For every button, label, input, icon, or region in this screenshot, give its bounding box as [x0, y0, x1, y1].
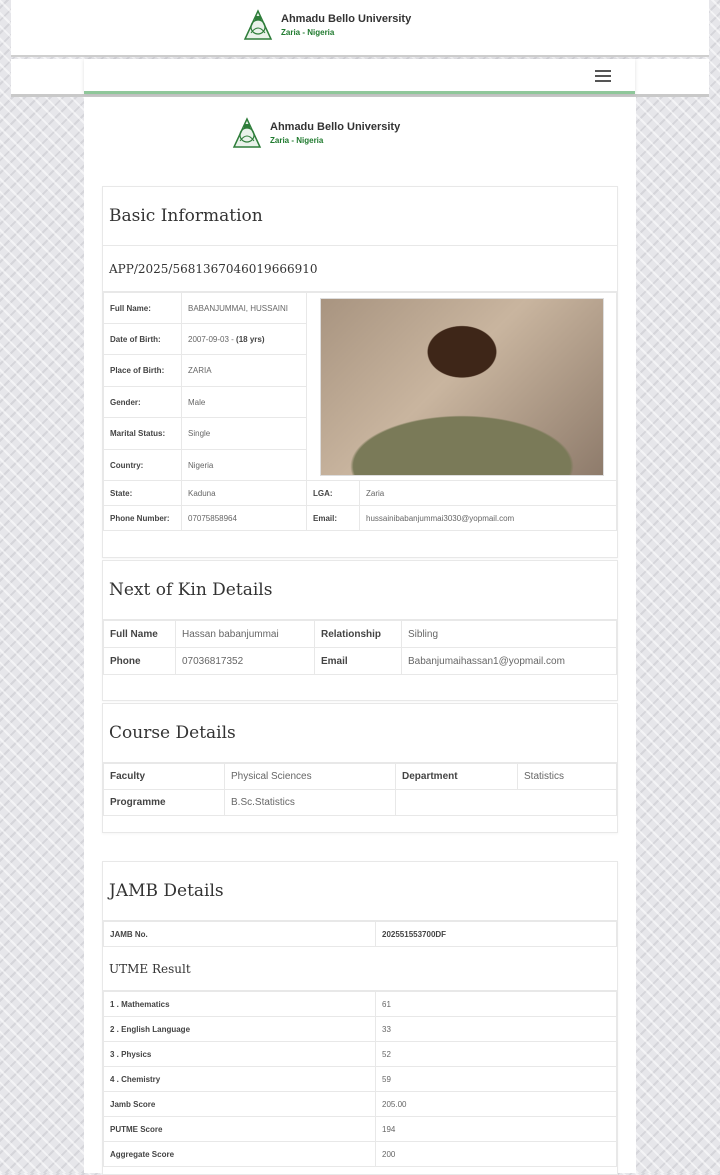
- kin-full-name-value: Hassan babanjummai: [176, 621, 315, 648]
- university-name: Ahmadu Bello University: [281, 13, 412, 25]
- kin-full-name-label: Full Name: [104, 621, 176, 648]
- passport-photo-cell: [307, 293, 617, 481]
- faculty-label: Faculty: [104, 764, 225, 790]
- marital-status-label: Marital Status:: [104, 418, 182, 450]
- kin-email-value: Babanjumaihassan1@yopmail.com: [402, 648, 617, 675]
- utme-subject-score: 61: [376, 992, 617, 1017]
- utme-subject-score: 33: [376, 1017, 617, 1042]
- full-name-label: Full Name:: [104, 293, 182, 324]
- department-label: Department: [396, 764, 518, 790]
- utme-subject-score: 205.00: [376, 1092, 617, 1117]
- age-value: (18 yrs): [236, 334, 265, 344]
- utme-subject-label: 2 . English Language: [104, 1017, 376, 1042]
- kin-relationship-value: Sibling: [402, 621, 617, 648]
- kin-relationship-label: Relationship: [315, 621, 402, 648]
- university-crest-icon: [241, 9, 275, 43]
- gender-value: Male: [182, 387, 307, 418]
- utme-result-row: [104, 992, 617, 1017]
- department-value: Statistics: [518, 764, 617, 790]
- utme-subject-score: 200: [376, 1142, 617, 1167]
- content-logo: [230, 117, 400, 151]
- next-of-kin-panel: [102, 560, 618, 701]
- basic-information-title: Basic Information: [103, 187, 617, 246]
- jamb-details-panel: [102, 861, 618, 1175]
- basic-info-table: [103, 292, 617, 531]
- utme-subject-label: PUTME Score: [104, 1117, 376, 1142]
- jamb-no-label: JAMB No.: [104, 922, 376, 947]
- email-label: Email:: [307, 506, 360, 531]
- kin-phone-value: 07036817352: [176, 648, 315, 675]
- utme-result-row: [104, 1142, 617, 1167]
- gender-label: Gender:: [104, 387, 182, 418]
- utme-subject-label: 3 . Physics: [104, 1042, 376, 1067]
- utme-subject-score: 52: [376, 1042, 617, 1067]
- main-content: [84, 97, 636, 1173]
- utme-result-row: [104, 1042, 617, 1067]
- university-name: Ahmadu Bello University: [270, 121, 401, 133]
- utme-subject-score: 194: [376, 1117, 617, 1142]
- phone-label: Phone Number:: [104, 506, 182, 531]
- jamb-no-value: 202551553700DF: [376, 922, 617, 947]
- university-logo[interactable]: [241, 9, 411, 43]
- nav-bar: [11, 59, 709, 97]
- utme-result-row: [104, 1017, 617, 1042]
- utme-result-row: [104, 1092, 617, 1117]
- pob-label: Place of Birth:: [104, 355, 182, 387]
- passport-photo: [320, 298, 604, 476]
- course-details-table: [103, 763, 617, 816]
- marital-status-value: Single: [182, 418, 307, 450]
- utme-subject-label: Jamb Score: [104, 1092, 376, 1117]
- basic-information-panel: [102, 186, 618, 558]
- university-crest-icon: [230, 117, 264, 151]
- utme-subject-score: 59: [376, 1067, 617, 1092]
- next-of-kin-title: Next of Kin Details: [103, 561, 617, 620]
- lga-label: LGA:: [307, 481, 360, 506]
- country-value: Nigeria: [182, 450, 307, 481]
- nav-inner: [84, 59, 635, 94]
- utme-subject-label: 1 . Mathematics: [104, 992, 376, 1017]
- state-value: Kaduna: [182, 481, 307, 506]
- next-of-kin-table: [103, 620, 617, 675]
- lga-value: Zaria: [360, 481, 617, 506]
- programme-value: B.Sc.Statistics: [225, 790, 396, 816]
- dob-cell: [182, 324, 307, 355]
- kin-phone-label: Phone: [104, 648, 176, 675]
- university-location: Zaria - Nigeria: [281, 28, 335, 37]
- kin-email-label: Email: [315, 648, 402, 675]
- utme-result-table: [103, 991, 617, 1167]
- faculty-value: Physical Sciences: [225, 764, 396, 790]
- utme-result-row: [104, 1067, 617, 1092]
- phone-value: 07075858964: [182, 506, 307, 531]
- hamburger-menu-icon[interactable]: [595, 70, 611, 82]
- dob-label: Date of Birth:: [104, 324, 182, 355]
- state-label: State:: [104, 481, 182, 506]
- programme-label: Programme: [104, 790, 225, 816]
- top-header: [11, 0, 709, 57]
- pob-value: ZARIA: [182, 355, 307, 387]
- course-details-title: Course Details: [103, 704, 617, 763]
- university-location: Zaria - Nigeria: [270, 136, 324, 145]
- email-value: hussainibabanjummai3030@yopmail.com: [360, 506, 617, 531]
- jamb-number-table: [103, 921, 617, 947]
- application-number: APP/2025/5681367046019666910: [103, 246, 617, 292]
- country-label: Country:: [104, 450, 182, 481]
- utme-subject-label: 4 . Chemistry: [104, 1067, 376, 1092]
- full-name-value: BABANJUMMAI, HUSSAINI: [182, 293, 307, 324]
- jamb-details-title: JAMB Details: [103, 862, 617, 921]
- utme-result-title: UTME Result: [103, 947, 617, 991]
- utme-result-row: [104, 1117, 617, 1142]
- utme-subject-label: Aggregate Score: [104, 1142, 376, 1167]
- course-details-panel: [102, 703, 618, 833]
- dob-value: 2007-09-03 -: [188, 334, 237, 344]
